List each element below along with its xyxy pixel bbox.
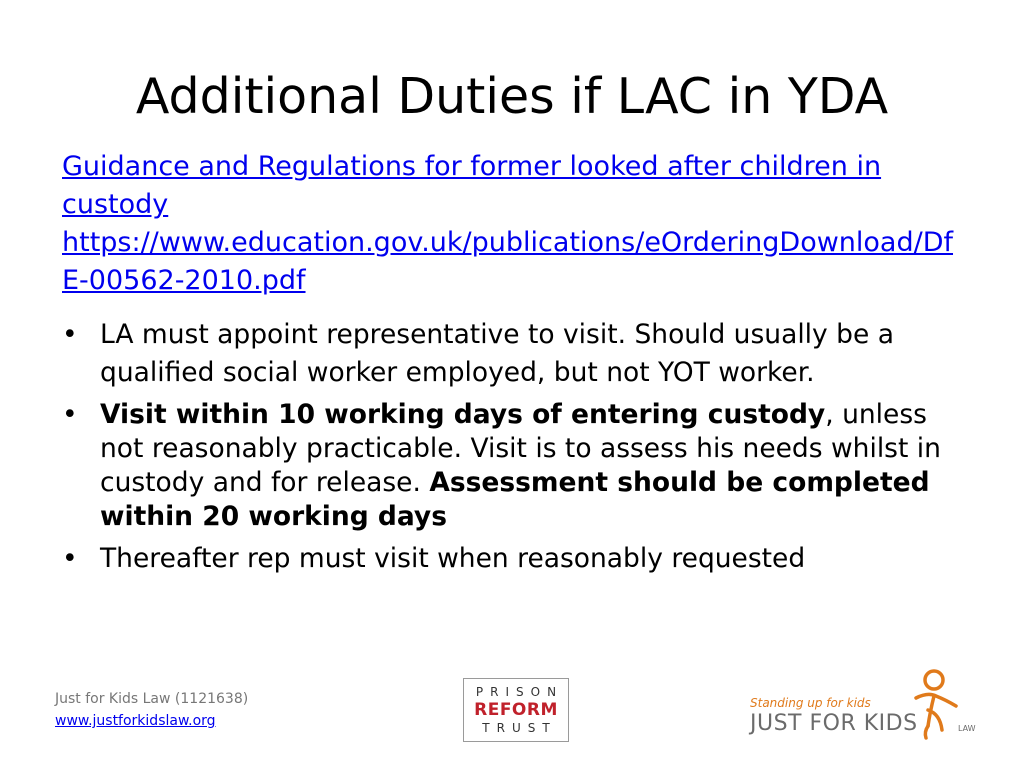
reference-links bbox=[62, 148, 962, 300]
bullet-bold-text: Visit within 10 working days of entering custody bbox=[100, 399, 826, 430]
footer-org-info bbox=[55, 688, 248, 732]
list-item bbox=[62, 540, 962, 578]
prt-logo-line2: REFORM bbox=[474, 700, 558, 720]
list-item bbox=[62, 316, 962, 392]
just-for-kids-law-logo bbox=[748, 666, 978, 746]
footer-website-link[interactable]: www.justforkidslaw.org bbox=[55, 713, 216, 729]
prison-reform-trust-logo bbox=[463, 678, 569, 742]
prt-logo-line3: TRUST bbox=[482, 721, 557, 735]
bullet-text: Thereafter rep must visit when reasonably requested bbox=[100, 543, 806, 574]
jfk-name: JUST FOR KIDS bbox=[750, 711, 918, 736]
guidance-url-link[interactable]: https://www.education.gov.uk/publications/eOrderingDownload/DfE-00562-2010.pdf bbox=[62, 227, 954, 296]
jfk-law: LAW bbox=[958, 724, 976, 733]
bullet-icon: • bbox=[62, 399, 78, 430]
footer-org-name: Just for Kids Law (1121638) bbox=[55, 691, 249, 707]
bullet-text: LA must appoint representative to visit. Should usually be a qualified social worker employed, but not YOT worker. bbox=[100, 319, 894, 388]
bullet-list bbox=[62, 316, 962, 584]
prt-logo-line1: PRISON bbox=[475, 685, 564, 699]
page-title: Additional Duties if LAC in YDA bbox=[135, 68, 889, 125]
bullet-icon: • bbox=[62, 319, 78, 350]
bullet-text: , unless not reasonably practicable. Visit is to assess his needs whilst in custody and for release. bbox=[100, 399, 941, 498]
kid-figure-icon bbox=[906, 666, 966, 741]
jfk-tagline: Standing up for kids bbox=[750, 696, 871, 710]
bullet-icon: • bbox=[62, 543, 78, 574]
bullet-bold-text: Assessment should be completed within 20 working days bbox=[100, 467, 930, 532]
guidance-link[interactable]: Guidance and Regulations for former looked after children in custody bbox=[62, 151, 882, 220]
list-item bbox=[62, 398, 962, 534]
